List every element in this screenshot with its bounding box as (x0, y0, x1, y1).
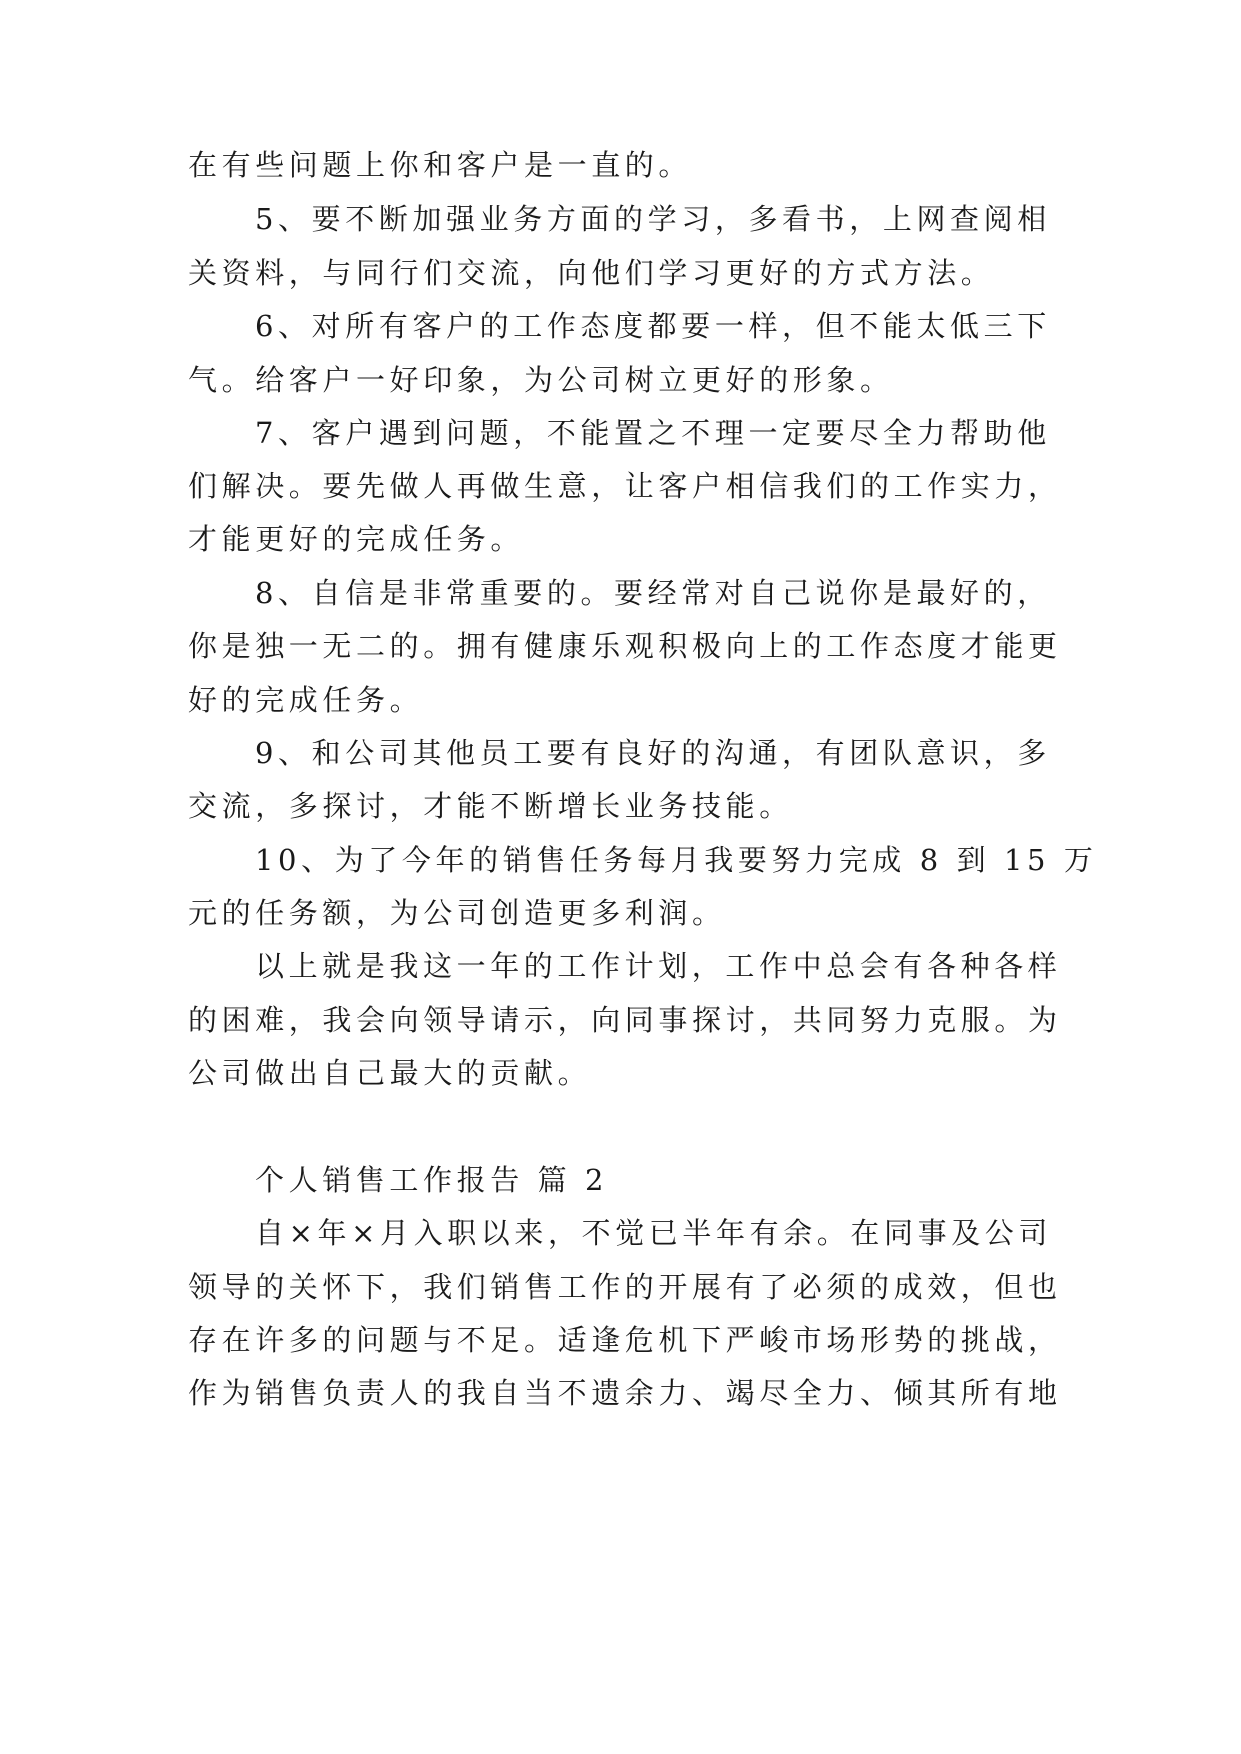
list-item-5-line-2: 关资料，与同行们交流，向他们学习更好的方式方法。 (188, 256, 995, 290)
report-paragraph-line-3: 存在许多的问题与不足。适逢危机下严峻市场形势的挑战， (188, 1323, 1062, 1357)
text-line: 在有些问题上你和客户是一直的。 (188, 148, 693, 182)
list-item-8-line-2: 你是独一无二的。拥有健康乐观积极向上的工作态度才能更 (188, 629, 1062, 663)
list-item-10-line-2: 元的任务额，为公司创造更多利润。 (188, 896, 726, 930)
list-item-7-line-1: 7、客户遇到问题，不能置之不理一定要尽全力帮助他 (255, 416, 1051, 450)
conclusion-line-2: 的困难，我会向领导请示，向同事探讨，共同努力克服。为 (188, 1003, 1062, 1037)
list-item-9-line-1: 9、和公司其他员工要有良好的沟通，有团队意识，多 (255, 736, 1051, 770)
list-item-6-line-2: 气。给客户一好印象，为公司树立更好的形象。 (188, 363, 894, 397)
list-item-9-line-2: 交流，多探讨，才能不断增长业务技能。 (188, 789, 793, 823)
report-paragraph-line-2: 领导的关怀下，我们销售工作的开展有了必须的成效，但也 (188, 1270, 1062, 1304)
list-item-10-line-1: 10、为了今年的销售任务每月我要努力完成 8 到 15 万 (255, 843, 1098, 877)
list-item-6-line-1: 6、对所有客户的工作态度都要一样，但不能太低三下 (255, 309, 1051, 343)
conclusion-line-3: 公司做出自己最大的贡献。 (188, 1056, 592, 1090)
list-item-7-line-3: 才能更好的完成任务。 (188, 522, 525, 556)
list-item-8-line-3: 好的完成任务。 (188, 683, 424, 717)
list-item-7-line-2: 们解决。要先做人再做生意，让客户相信我们的工作实力， (188, 469, 1062, 503)
conclusion-line-1: 以上就是我这一年的工作计划，工作中总会有各种各样 (255, 949, 1062, 983)
report-paragraph-line-4: 作为销售负责人的我自当不遗余力、竭尽全力、倾其所有地 (188, 1376, 1062, 1410)
list-item-5-line-1: 5、要不断加强业务方面的学习，多看书，上网查阅相 (255, 202, 1051, 236)
section-heading: 个人销售工作报告 篇 2 (255, 1163, 609, 1197)
list-item-8-line-1: 8、自信是非常重要的。要经常对自己说你是最好的， (255, 576, 1051, 610)
report-paragraph-line-1: 自×年×月入职以来，不觉已半年有余。在同事及公司 (255, 1216, 1052, 1250)
